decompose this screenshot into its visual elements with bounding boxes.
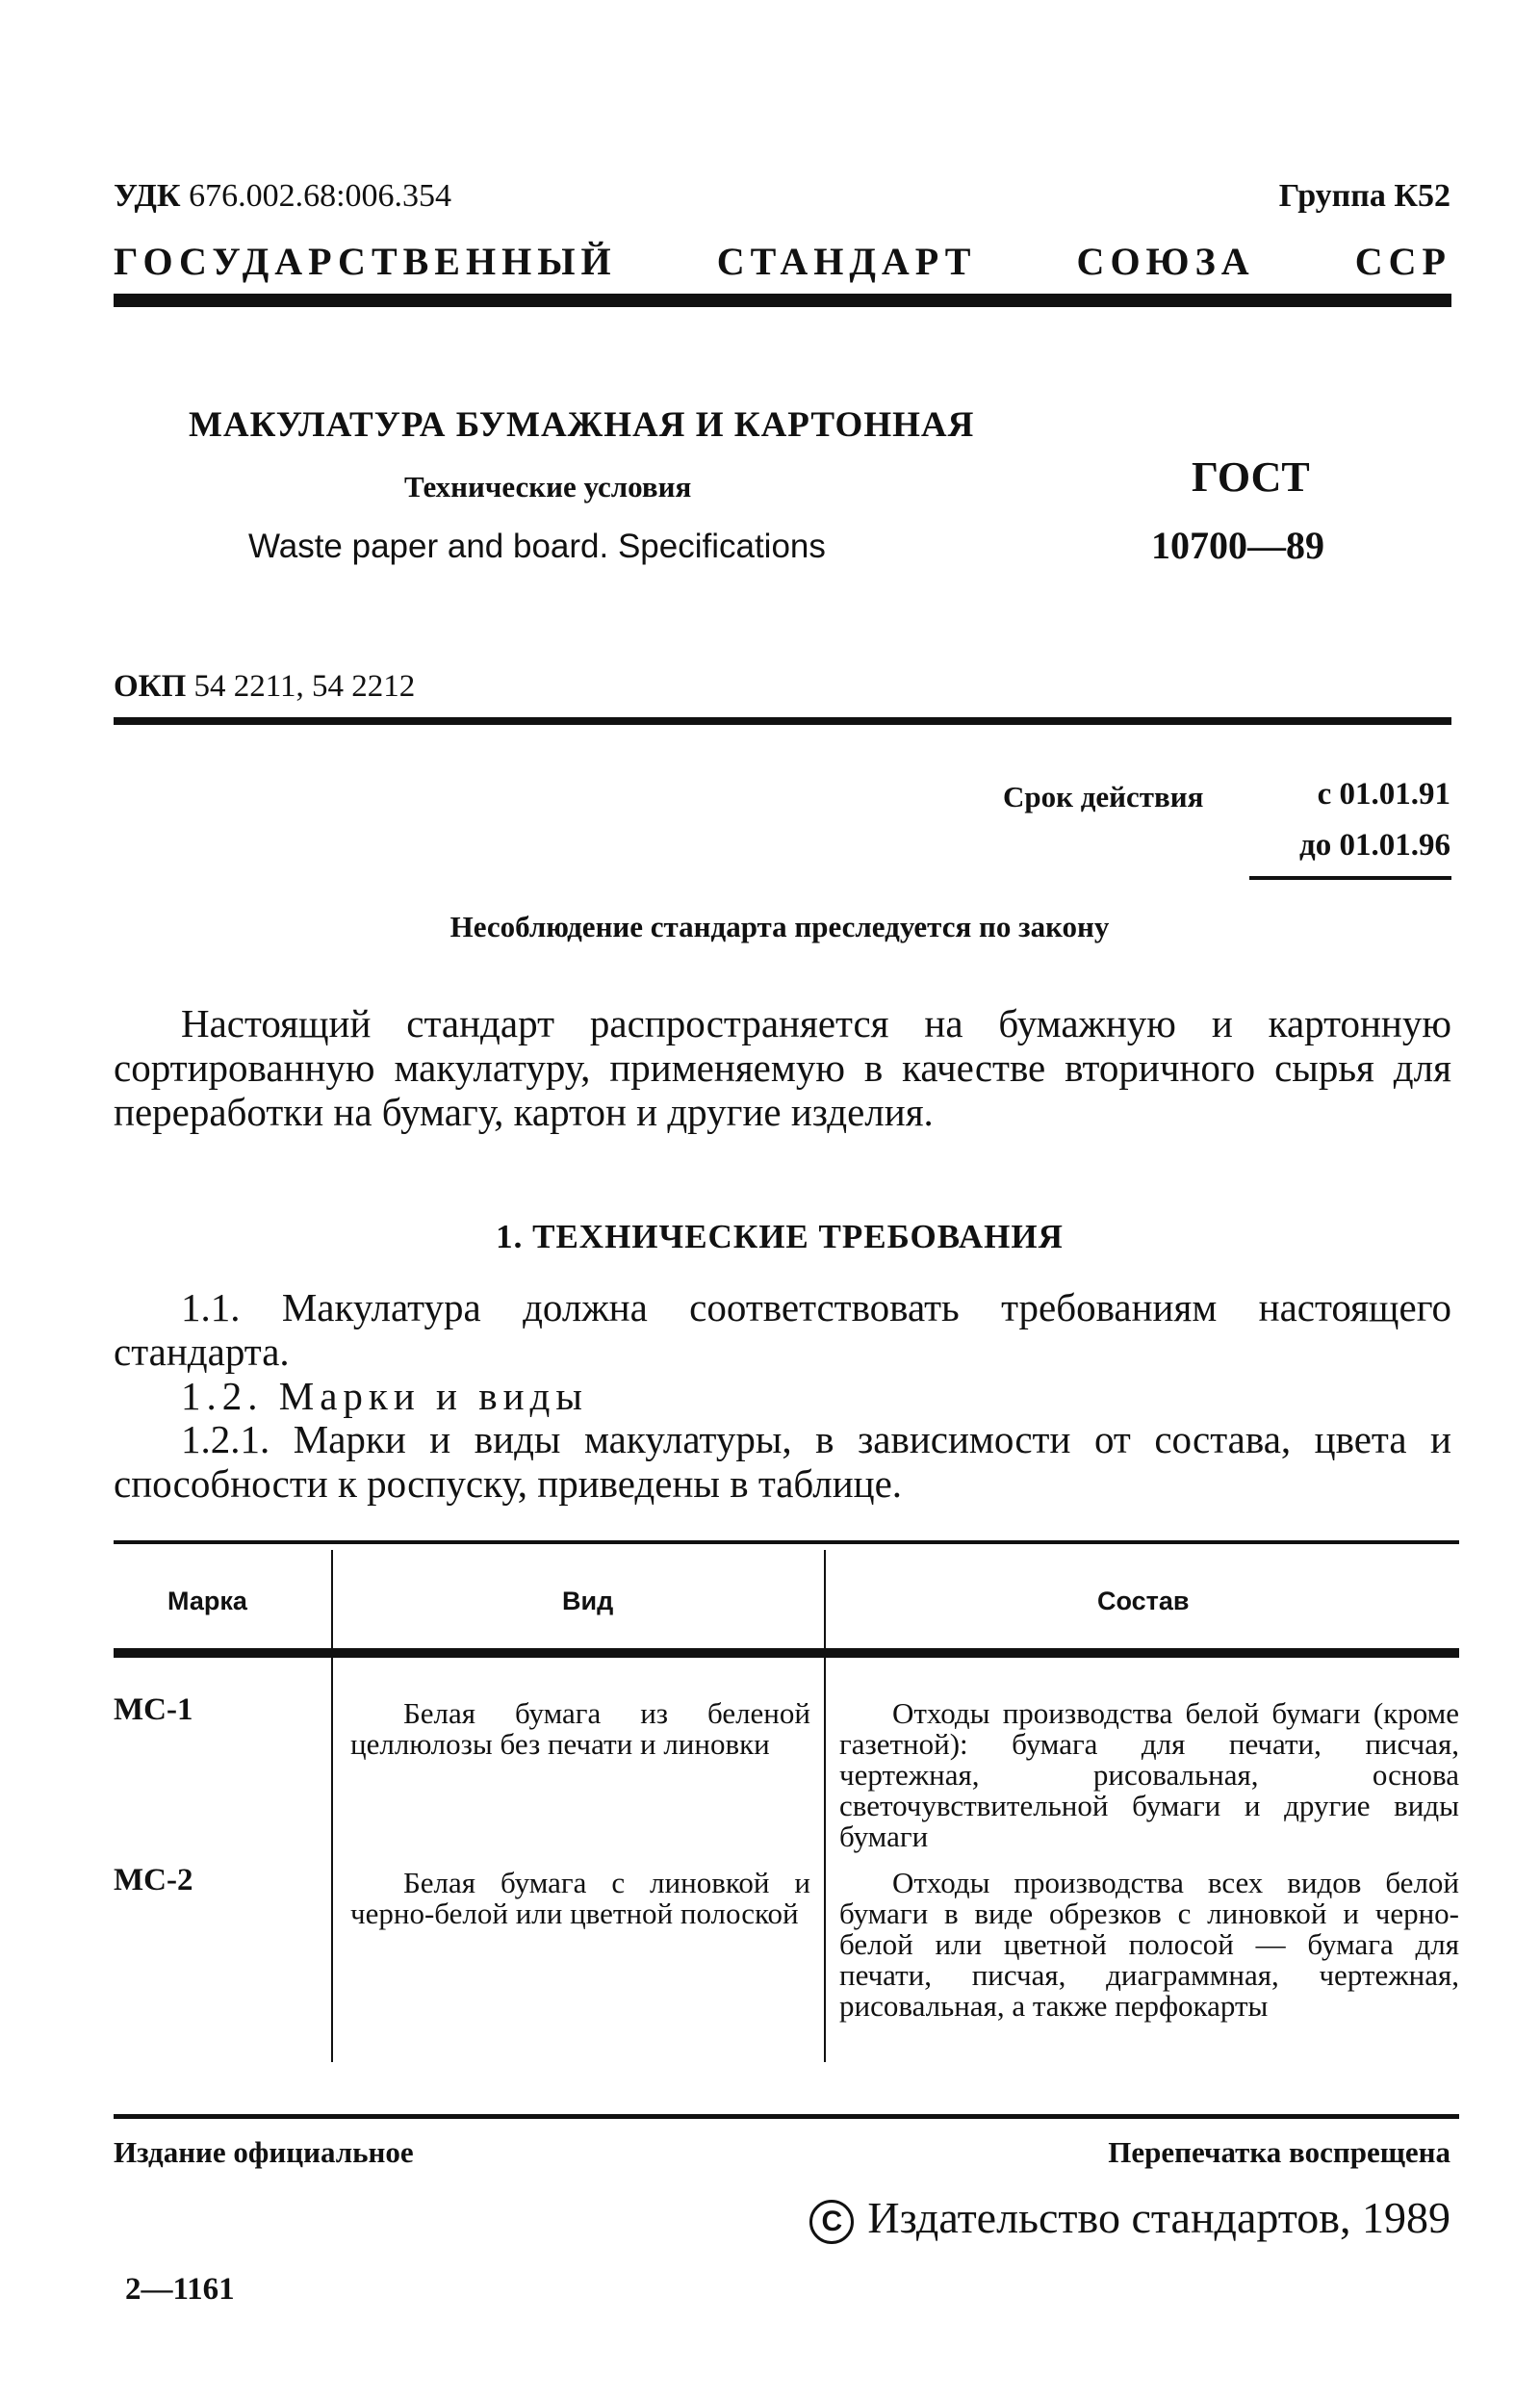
header-rule xyxy=(114,294,1451,307)
okp-rule xyxy=(114,717,1451,725)
row-type: Белая бумага с линовкой и черно-белой или цветной полоской xyxy=(350,1866,810,1930)
udk-value: 676.002.68:006.354 xyxy=(189,178,452,214)
gost-label: ГОСТ xyxy=(1192,453,1310,501)
subtitle-russian: Технические условия xyxy=(404,470,692,503)
row-composition: Отходы производства всех видов белой бумаги в виде обрезков с линовкой и черно-белой или цветной полосой — бумага для печати, писчая, диаграммная, чертежная, рисовальная, а также перфокарты xyxy=(839,1866,1459,2023)
okp-label: ОКП xyxy=(114,669,187,704)
validity-rule xyxy=(1249,876,1451,880)
row-mark: МС-1 xyxy=(114,1692,193,1727)
publisher-text: Издательство стандартов, 1989 xyxy=(867,2193,1450,2242)
row-mark: МС-2 xyxy=(114,1863,193,1897)
subtitle-english: Waste paper and board. Specifications xyxy=(248,528,826,565)
table-top-rule xyxy=(114,1540,1459,1544)
udk-label: УДК xyxy=(114,178,181,214)
validity-label: Срок действия xyxy=(1003,780,1204,813)
copyright-icon: C xyxy=(809,2200,854,2244)
intro-paragraph: Настоящий стандарт распространяется на бумажную и картонную сортированную макулатуру, применяемую в качестве вторичного сырья для переработки на бумагу, картон и другие изделия. xyxy=(114,1001,1451,1134)
table-col-divider-2 xyxy=(824,1550,826,2062)
gost-number: 10700—89 xyxy=(1151,524,1324,567)
legal-warning: Несоблюдение стандарта преследуется по закону xyxy=(449,910,1110,943)
okp-value: 54 2211, 54 2212 xyxy=(193,669,416,704)
valid-to-date: до 01.01.96 xyxy=(1299,828,1450,863)
okp-code xyxy=(114,669,415,705)
table-header-rule xyxy=(114,1648,1459,1658)
row-type: Белая бумага из беленой целлюлозы без печати и линовки xyxy=(350,1696,810,1761)
page-code: 2—1161 xyxy=(125,2272,235,2307)
publisher-line xyxy=(809,2192,1450,2244)
column-header-type: Вид xyxy=(562,1587,614,1615)
column-header-composition: Состав xyxy=(1097,1587,1190,1615)
reprint-prohibited-label: Перепечатка воспрещена xyxy=(1108,2135,1450,2169)
section-heading: 1. ТЕХНИЧЕСКИЕ ТРЕБОВАНИЯ xyxy=(496,1218,1064,1255)
group-code: Группа К52 xyxy=(1278,178,1450,214)
udk-code xyxy=(114,178,451,215)
clause-1-1: 1.1. Макулатура должна соответствовать требованиям настоящего стандарта. xyxy=(114,1285,1451,1374)
valid-from-date: с 01.01.91 xyxy=(1317,777,1450,812)
document-title: МАКУЛАТУРА БУМАЖНАЯ И КАРТОННАЯ xyxy=(189,405,975,445)
clause-1-2: 1.2. Марки и виды xyxy=(181,1374,588,1418)
row-composition: Отходы производства белой бумаги (кроме газетной): бумага для печати, писчая, чертежная, рисовальная, основа светочувствительной бумаги и другие виды бумаги xyxy=(839,1696,1459,1853)
table-col-divider-1 xyxy=(331,1550,333,2062)
table-bottom-rule xyxy=(114,2114,1459,2119)
clause-1-2-1: 1.2.1. Марки и виды макулатуры, в зависимости от состава, цвета и способности к роспуску, приведены в таблице. xyxy=(114,1417,1451,1506)
state-standard-banner: ГОСУДАРСТВЕННЫЙ СТАНДАРТ СОЮЗА ССР xyxy=(114,240,1451,283)
column-header-mark: Марка xyxy=(167,1587,247,1615)
official-edition-label: Издание официальное xyxy=(114,2135,414,2169)
